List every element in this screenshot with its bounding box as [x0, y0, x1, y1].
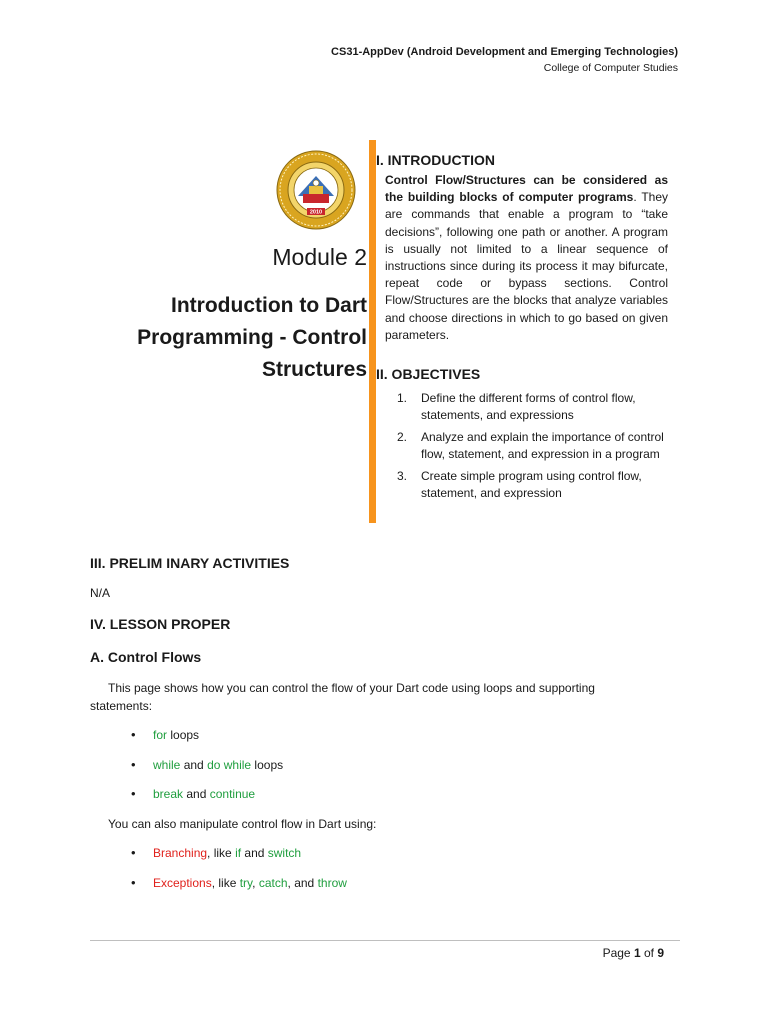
- bullet-text: and: [241, 846, 268, 860]
- college-header: College of Computer Studies: [543, 62, 678, 74]
- page-of: of: [640, 946, 658, 960]
- list-number: 1.: [397, 391, 408, 405]
- keyword-exceptions: Exceptions: [153, 876, 212, 890]
- module-number: Module 2: [272, 244, 367, 270]
- keyword-for: for: [153, 728, 168, 742]
- footer-divider: [90, 940, 680, 941]
- bullet-text: and: [183, 787, 210, 801]
- keyword-branching: Branching: [153, 846, 208, 860]
- module-title: [97, 290, 367, 386]
- page-label: Page: [602, 946, 634, 960]
- keyword-continue: continue: [209, 787, 256, 801]
- lesson-heading: IV. LESSON PROPER: [90, 616, 231, 632]
- list-item: [131, 845, 301, 860]
- list-text: Create simple program using control flow, statement, and expression: [421, 469, 642, 500]
- title-line-1: Introduction to Dart: [171, 294, 367, 317]
- list-item: [131, 757, 283, 772]
- bullet-icon: •: [131, 727, 136, 742]
- keyword-switch: switch: [267, 846, 302, 860]
- list-number: 2.: [397, 430, 408, 444]
- list-item: [397, 429, 667, 463]
- preliminary-heading: III. PRELIM INARY ACTIVITIES: [90, 555, 290, 571]
- bullet-icon: •: [131, 875, 136, 890]
- page-current: 1: [633, 946, 641, 960]
- bullet-text: , like: [207, 846, 236, 860]
- objectives-list: [397, 390, 667, 507]
- introduction-bold: Control Flow/Structures can be considered as the building blocks of computer programs: [385, 173, 668, 205]
- keyword-break: break: [153, 787, 184, 801]
- college-seal-icon: [276, 150, 356, 230]
- list-item: [131, 875, 347, 890]
- keyword-do-while: do while: [207, 758, 252, 772]
- keyword-while: while: [153, 758, 181, 772]
- page-total: 9: [657, 946, 664, 960]
- list-number: 3.: [397, 469, 408, 483]
- bullet-icon: •: [131, 845, 136, 860]
- keyword-if: if: [235, 846, 242, 860]
- control-flows-heading: A. Control Flows: [90, 649, 202, 665]
- introduction-rest: . They are commands that enable a program to “take decisions”, following one path or another. A program is usually not limited to a linear sequence of instructions since during its process it may bifurcate, repeat code or bypass sections. Control Flow/Structures are the blocks that analyze variables and choose directions in which to go based on given parameters.: [385, 190, 669, 342]
- objectives-heading: II. OBJECTIVES: [376, 366, 481, 382]
- title-line-2: Programming - Control: [137, 326, 367, 349]
- introduction-heading: I. INTRODUCTION: [376, 152, 495, 168]
- list-text: Analyze and explain the importance of control flow, statement, and expression in a program: [421, 430, 664, 461]
- lesson-paragraph-2: You can also manipulate control flow in Dart using:: [108, 817, 377, 831]
- bullet-text: , like: [211, 876, 240, 890]
- bullet-text: loops: [167, 728, 200, 742]
- list-item: [397, 468, 667, 502]
- title-line-3: Structures: [261, 358, 367, 381]
- bullet-icon: •: [131, 757, 136, 772]
- bullet-text: , and: [287, 876, 318, 890]
- accent-bar: [369, 140, 376, 523]
- list-text: Define the different forms of control flow, statements, and expressions: [421, 391, 636, 422]
- bullet-icon: •: [131, 786, 136, 801]
- keyword-try: try: [239, 876, 253, 890]
- list-item: [397, 390, 667, 424]
- introduction-paragraph: [385, 172, 668, 344]
- lesson-paragraph: This page shows how you can control the flow of your Dart code using loops and supporting statements:: [90, 681, 595, 713]
- course-header: CS31-AppDev (Android Development and Emerging Technologies): [331, 46, 678, 58]
- seal-year: 2010: [309, 209, 323, 216]
- bullet-text: loops: [251, 758, 284, 772]
- bullet-text: ,: [252, 876, 259, 890]
- preliminary-value: N/A: [90, 586, 111, 600]
- list-item: [131, 786, 255, 801]
- list-item: [131, 727, 199, 742]
- page-number: [603, 946, 664, 960]
- bullet-text: and: [180, 758, 208, 772]
- keyword-catch: catch: [258, 876, 288, 890]
- keyword-throw: throw: [317, 876, 347, 890]
